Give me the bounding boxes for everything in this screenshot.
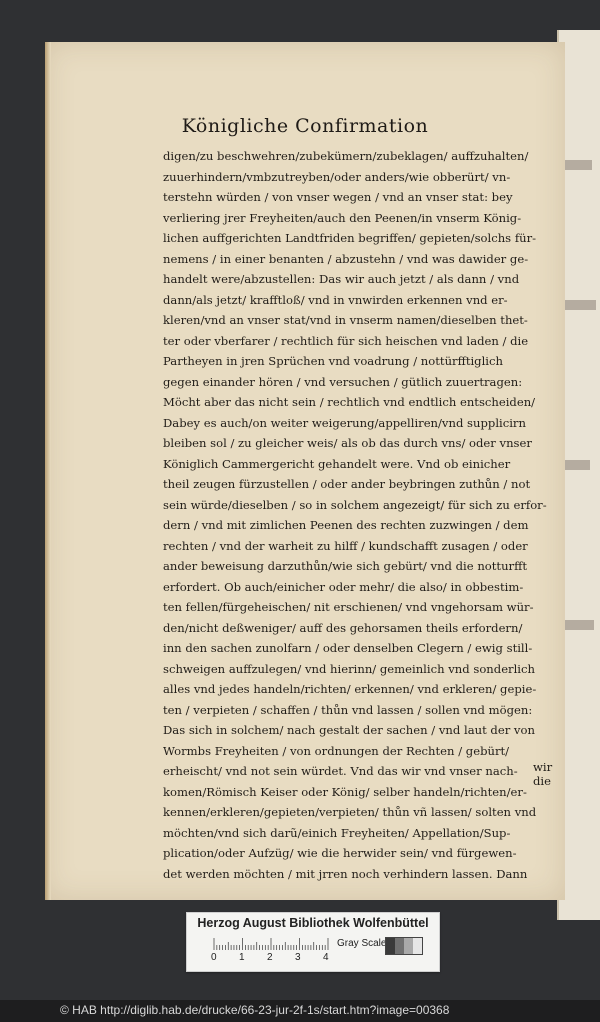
catchword: wir die [533,760,553,788]
scale-number: 4 [323,952,329,963]
text-line: terstehn würden / von vnser wegen / vnd an vnser stat: bey [163,190,513,204]
text-line: digen/zu beschwehren/zubekümern/zubeklagen/ auffzuhalten/ [163,149,529,163]
document-page [45,42,565,900]
text-line: verliering jrer Freyheiten/auch den Peenen/in vnserm König- [163,210,522,225]
color-calibration-card [186,912,440,972]
footer-copyright: © HAB http://diglib.hab.de/drucke/66-23-jur-2f-1s/start.htm?image=00368 [60,1003,450,1017]
grayscale-swatches [385,937,423,955]
ruler [213,938,331,950]
text-line: ander beweisung darzuthůn/wie sich gebürt/ vnd die notturfft [163,559,527,573]
text-line: dern / vnd mit zimlichen Peenen des rechten zuzwingen / dem [163,518,529,532]
text-line: Möcht aber das nicht sein / rechtlich vnd endtlich entscheiden/ [163,395,536,409]
grayscale-swatch [404,938,413,954]
text-line: lichen auffgerichten Landtfriden begriffen/ gepieten/solchs für- [163,231,537,245]
text-line: Dabey es auch/on weiter weigerung/appelliren/vnd supplicirn [163,415,526,430]
ruler-scale-numbers [209,952,339,966]
text-line: rechten / vnd der warheit zu hilff / kundschafft zusagen / oder [163,538,528,553]
scale-number: 3 [295,952,301,963]
text-line: kleren/vnd an vnser stat/vnd in vnserm namen/dieselben thet- [163,313,528,327]
text-line: möchten/vnd sich darũ/einich Freyheiten/ Appellation/Sup- [163,825,511,840]
grayscale-swatch [413,938,422,954]
text-line: theil zeugen fürzustellen / oder ander beybringen zuthůn / not [163,477,531,491]
text-line: det werden möchten / mit jrren noch verhindern lassen. Dann [163,866,528,881]
body-text [163,146,581,884]
text-line: ten / verpieten / schaffen / thůn vnd lassen / sollen vnd mögen: [163,702,533,717]
text-line: schweigen auffzulegen/ vnd hierinn/ gemeinlich vnd sonderlich [163,661,535,676]
text-line: erheischt/ vnd not sein würdet. Vnd das wir vnd vnser nach- [163,764,518,778]
text-line: zuuerhindern/vmbzutreyben/oder anders/wie obberürt/ vn- [163,169,511,184]
text-line: dann/als jetzt/ krafftloß/ vnd in vnwirden erkennen vnd er- [163,292,508,307]
text-line: den/nicht deßweniger/ auff des gehorsamen theils erfordern/ [163,620,523,635]
text-line: ten fellen/fürgeheischen/ nit erschienen/ vnd vngehorsam wür- [163,600,534,614]
text-line: handelt were/abzustellen: Das wir auch jetzt / als dann / vnd [163,272,520,286]
page-binding-edge [45,42,51,900]
text-line: Wormbs Freyheiten / von ordnungen der Rechten / gebürt/ [163,743,510,758]
text-line: plication/oder Aufzüg/ wie die herwider sein/ vnd fürgewen- [163,846,517,860]
library-name: Herzog August Bibliothek Wolfenbüttel [197,916,429,930]
text-line: bleiben sol / zu gleicher weis/ als ob das durch vns/ oder vnser [163,436,532,450]
text-line: erfordert. Ob auch/einicher oder mehr/ die also/ in obbestim- [163,579,524,594]
text-line: sein würde/dieselben / so in solchem angezeigt/ für sich zu erfor- [163,497,547,512]
text-line: komen/Römisch Keiser oder König/ selber handeln/richten/er- [163,784,527,799]
text-line: Das sich in solchem/ nach gestalt der sachen / vnd laut der von [163,723,535,737]
text-line: Königlich Cammergericht gehandelt were. Vnd ob einicher [163,456,511,471]
scale-number: 2 [267,952,273,963]
text-line: Partheyen in jren Sprüchen vnd voadrung / nottürfftiglich [163,354,503,368]
text-line: alles vnd jedes handeln/richten/ erkennen/ vnd erkleren/ gepie- [163,682,537,696]
grayscale-swatch [386,938,395,954]
text-line: nemens / in einer benanten / abzustehn / vnd was dawider ge- [163,251,529,266]
text-line: inn den sachen zunolfarn / oder denselben Clegern / ewig still- [163,641,533,655]
scale-number: 1 [239,952,245,963]
footer-bar [0,1000,600,1022]
text-line: ter oder vberfarer / rechtlich für sich heischen vnd laden / die [163,333,529,348]
text-line: gegen einander hören / vnd versuchen / gütlich zuuertragen: [163,374,523,389]
grayscale-swatch [395,938,404,954]
text-line: kennen/erkleren/gepieten/verpieten/ thůn vñ lassen/ solten vnd [163,805,537,819]
scale-number: 0 [211,952,217,963]
grayscale-label: Gray Scale [337,938,387,949]
page-heading: Königliche Confirmation [181,115,429,137]
